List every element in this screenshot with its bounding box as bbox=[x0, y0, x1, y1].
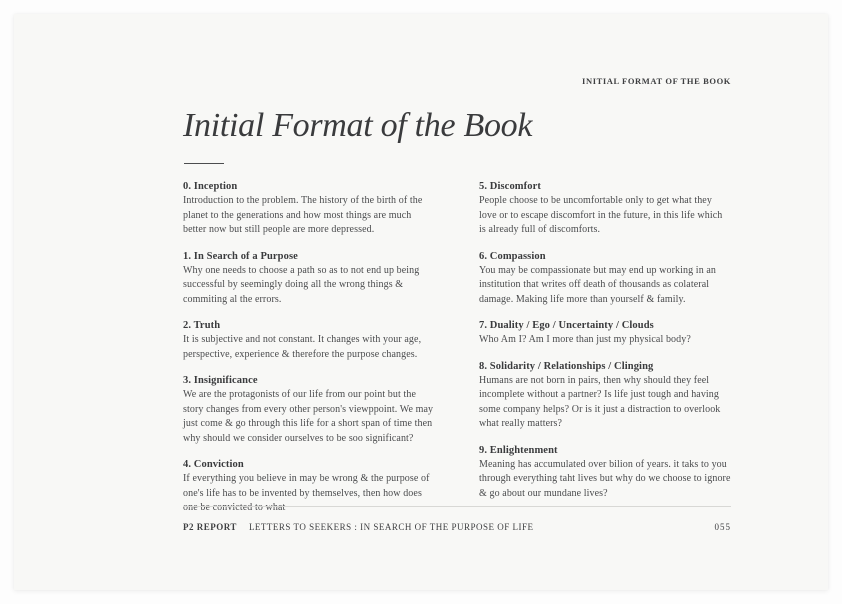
left-column bbox=[183, 181, 435, 529]
right-column bbox=[479, 181, 731, 514]
section-entry bbox=[479, 181, 731, 238]
section-body: Introduction to the problem. The history of the birth of the planet to the generations and how most things are much better now but still people are more depressed. bbox=[183, 195, 423, 235]
page-number: 055 bbox=[714, 522, 731, 532]
section-entry bbox=[479, 445, 731, 502]
page-title: Initial Format of the Book bbox=[183, 107, 533, 144]
section-entry bbox=[183, 181, 435, 238]
running-header: INITIAL FORMAT OF THE BOOK bbox=[582, 76, 731, 86]
section-body: Who Am I? Am I more than just my physical body? bbox=[479, 334, 691, 345]
section-heading: 5. Discomfort bbox=[479, 181, 541, 192]
section-entry bbox=[183, 375, 435, 446]
section-heading: 4. Conviction bbox=[183, 459, 244, 470]
section-body: If everything you believe in may be wrong & the purpose of one's life has to be invented by themselves, then how does one be convicted to what bbox=[183, 473, 430, 513]
section-entry bbox=[479, 251, 731, 308]
footer-report-label: P2 REPORT bbox=[183, 522, 237, 532]
section-heading: 7. Duality / Ego / Uncertainty / Clouds bbox=[479, 320, 654, 331]
title-rule bbox=[184, 163, 224, 164]
section-body: It is subjective and not constant. It changes with your age, perspective, experience & therefore the purpose changes. bbox=[183, 334, 422, 360]
section-entry bbox=[183, 251, 435, 308]
section-body: Why one needs to choose a path so as to not end up being successful by seemingly doing all the wrong things & commiting al the errors. bbox=[183, 264, 420, 305]
section-entry bbox=[479, 361, 731, 432]
content-columns bbox=[183, 181, 731, 529]
section-heading: 0. Inception bbox=[183, 181, 238, 192]
section-heading: 8. Solidarity / Relationships / Clinging bbox=[479, 360, 654, 372]
section-body: You may be compassionate but may end up working in an institution that writes off death of thousands as colateral damage. Making life more than yourself & family. bbox=[479, 264, 717, 305]
section-heading: 6. Compassion bbox=[479, 250, 546, 262]
section-body: Meaning has accumulated over bilion of years. it taks to you through everything taht lives but why do we choose to ignore & go about our mundane lives? bbox=[479, 458, 731, 499]
footer-subtitle: LETTERS TO SEEKERS : IN SEARCH OF THE PURPOSE OF LIFE bbox=[248, 522, 534, 532]
page-footer bbox=[183, 506, 731, 532]
book-page bbox=[14, 14, 828, 590]
section-body: Humans are not born in pairs, then why should they feel incomplete without a partner? Is life just tough and having some company helps? Or is it just a distraction to overlook what really matters? bbox=[479, 374, 721, 429]
section-entry bbox=[479, 320, 731, 348]
section-heading: 1. In Search of a Purpose bbox=[183, 250, 298, 262]
section-entry bbox=[183, 320, 435, 362]
section-body: We are the protagonists of our life from our point but the story changes from every other person's viewppoint. We may just come & go through this life for a short span of time then why should we consider ourselves to be soo significant? bbox=[183, 389, 434, 444]
section-body: People choose to be uncomfortable only to get what they love or to escape discomfort in the future, in this life which is already full of discomforts. bbox=[479, 195, 723, 235]
section-heading: 9. Enlightenment bbox=[479, 444, 558, 456]
section-heading: 3. Insignificance bbox=[183, 375, 258, 386]
section-heading: 2. Truth bbox=[183, 320, 221, 331]
